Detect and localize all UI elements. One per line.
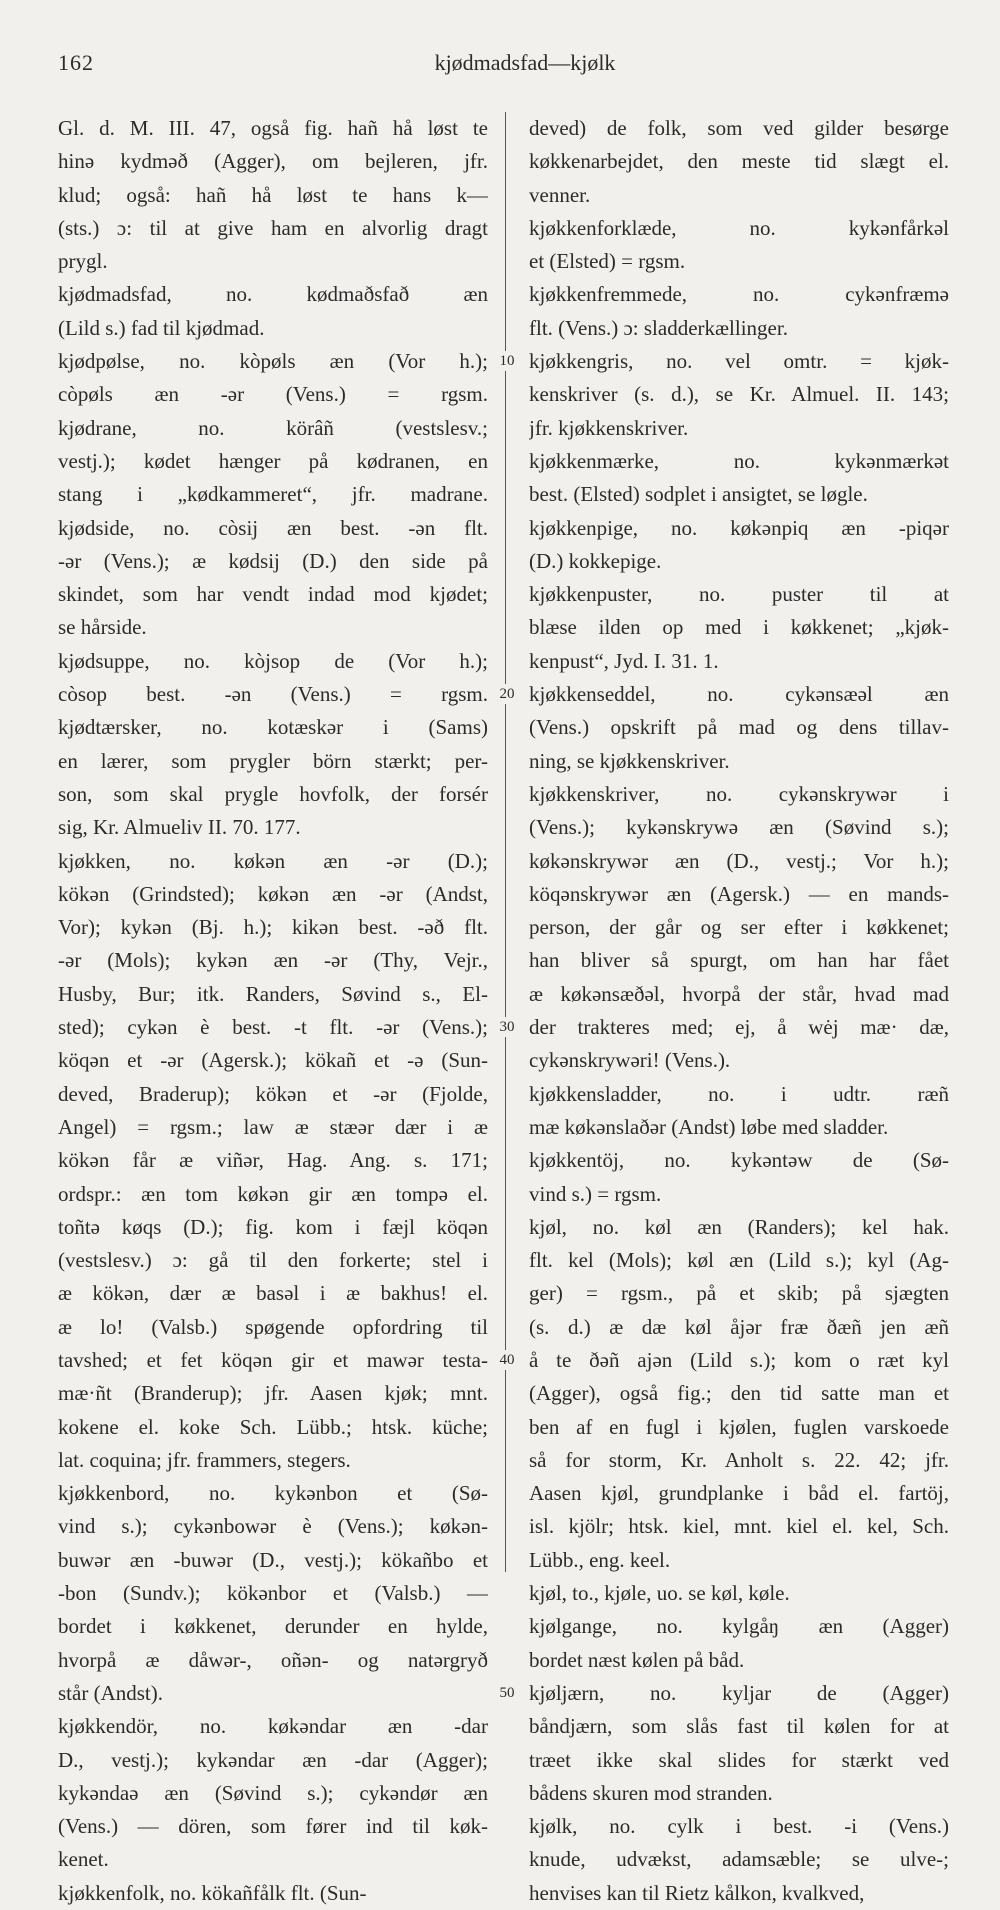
text-line: kjøkkenfolk, no. kökañfålk flt. (Sun- (58, 1880, 367, 1905)
text-line: -ər (Mols); kykən æn -ər (Thy, Vejr., (58, 948, 488, 973)
text-line: prygl. (58, 249, 108, 274)
text-line: køkənskrywər æn (D., vestj.; Vor h.); (529, 848, 949, 873)
text-line: æ lo! (Valsb.) spøgende opfordring til (58, 1314, 488, 1339)
text-line: (Vens.) opskrift på mad og dens tillav- (529, 715, 949, 740)
text-line: (Agger), også fig.; den tid satte man et (529, 1381, 949, 1406)
text-line: köqənskrywər æn (Agersk.) — en mands- (529, 881, 949, 906)
text-line: kenpust“, Jyd. I. 31. 1. (529, 648, 719, 673)
text-line: kjøkkenpuster, no. puster til at (529, 582, 949, 607)
text-line: Gl. d. M. III. 47, også fig. hañ hå løst te (58, 116, 488, 140)
text-line: kjøljærn, no. kyljar de (Agger) (529, 1680, 949, 1705)
text-line: Lübb., eng. keel. (529, 1547, 671, 1572)
text-line: jfr. kjøkkenskriver. (529, 415, 689, 440)
text-line: sted); cykən è best. -t flt. -ər (Vens.); (58, 1015, 488, 1040)
text-line: kjøkkensladder, no. i udtr. ræñ (529, 1081, 949, 1106)
text-line: kjøkkengris, no. vel omtr. = kjøk- (529, 349, 949, 374)
text-line: vestj.); kødet hænger på kødranen, en (58, 448, 488, 473)
text-line: kjøkkenseddel, no. cykənsæəl æn (529, 682, 949, 707)
left-column (58, 112, 488, 1910)
text-line: kjøl, to., kjøle, uo. se køl, køle. (529, 1581, 790, 1606)
right-column (529, 112, 949, 1910)
text-line: hinə kydməð (Agger), om bejleren, jfr. (58, 149, 488, 174)
text-line: kökən (Grindsted); køkən æn -ər (Andst, (58, 881, 488, 906)
text-line: (Vens.); kykənskrywə æn (Søvind s.); (529, 815, 949, 840)
text-line: flt. (Vens.) ɔ: sladderkællinger. (529, 315, 788, 340)
text-line: kjøkkenmærke, no. kykənmærkət (529, 448, 949, 473)
text-line: kjøkkentöj, no. kykəntəw de (Sø- (529, 1148, 949, 1173)
text-line: vind s.); cykənbowər è (Vens.); køkən- (58, 1514, 488, 1539)
text-line: kjølgange, no. kylgåŋ æn (Agger) (529, 1614, 949, 1639)
text-line: (D.) kokkepige. (529, 548, 662, 573)
line-number: 50 (492, 1683, 522, 1703)
text-line: kykəndaə æn (Søvind s.); cykəndør æn (58, 1780, 488, 1805)
text-line: kjøkkenfremmede, no. cykənfræmə (529, 282, 949, 307)
text-line: klud; også: hañ hå løst te hans k— (58, 182, 488, 207)
text-line: D., vestj.); kykəndar æn -dar (Agger); (58, 1747, 488, 1772)
text-line: kjødsuppe, no. kòjsop de (Vor h.); (58, 648, 488, 673)
text-line: skindet, som har vendt indad mod kjødet; (58, 582, 488, 607)
text-line: henvises kan til Rietz kålkon, kvalkved, (529, 1880, 865, 1905)
text-line: flt. kel (Mols); køl æn (Lild s.); kyl (Ag- (529, 1248, 949, 1273)
text-line: deved, Braderup); kökən et -ər (Fjolde, (58, 1081, 488, 1106)
text-line: còpøls æn -ər (Vens.) = rgsm. (58, 382, 488, 407)
text-line: son, som skal prygle hovfolk, der forsér (58, 781, 488, 806)
text-line: -bon (Sundv.); kökənbor et (Valsb.) — (58, 1581, 488, 1606)
line-number: 40 (492, 1350, 522, 1370)
text-line: blæse ilden op med i køkkenet; „kjøk- (529, 615, 949, 640)
text-line: der trakteres med; ej, å wėj mæ· dæ, (529, 1015, 949, 1040)
text-line: så for storm, Kr. Anholt s. 22. 42; jfr. (529, 1447, 949, 1472)
text-line: står (Andst). (58, 1680, 163, 1705)
text-line: kjødtærsker, no. kotæskər i (Sams) (58, 715, 488, 740)
text-line: cykənskrywəri! (Vens.). (529, 1048, 731, 1073)
text-line: buwər æn -buwər (D., vestj.); kökañbo et (58, 1547, 488, 1572)
text-line: (sts.) ɔ: til at give ham en alvorlig dragt (58, 215, 488, 240)
text-line: (vestslesv.) ɔ: gå til den forkerte; stel i (58, 1248, 488, 1273)
text-line: kjødmadsfad, no. kødmaðsfað æn (58, 282, 488, 307)
text-line: stang i „kødkammeret“, jfr. madrane. (58, 482, 488, 507)
text-line: ning, se kjøkkenskriver. (529, 748, 730, 773)
text-line: best. (Elsted) sodplet i ansigtet, se løgle. (529, 482, 868, 507)
text-line: bordet i køkkenet, derunder en hylde, (58, 1614, 488, 1639)
text-line: (s. d.) æ dæ køl åjər fræ ðæñ jen æñ (529, 1314, 949, 1339)
text-line: kjøkkenbord, no. kykənbon et (Sø- (58, 1481, 488, 1506)
text-line: å te ðəñ ajən (Lild s.); kom o ræt kyl (529, 1347, 949, 1372)
text-line: ger) = rgsm., på et skib; på sjægten (529, 1281, 949, 1306)
text-line: kjøkkendör, no. køkəndar æn -dar (58, 1714, 488, 1739)
text-line: toñtə køqs (D.); fig. kom i fæjl köqən (58, 1214, 488, 1239)
text-line: kjødrane, no. körâñ (vestslesv.; (58, 415, 488, 440)
text-line: Angel) = rgsm.; law æ stæər dær i æ (58, 1114, 488, 1139)
text-line: kjøkkenskriver, no. cykənskrywər i (529, 781, 949, 806)
text-line: mæ·ñt (Branderup); jfr. Aasen kjøk; mnt. (58, 1381, 488, 1406)
text-line: -ər (Vens.); æ kødsij (D.) den side på (58, 548, 488, 573)
text-line: knude, udvækst, adamsæble; se ulve-; (529, 1847, 949, 1872)
text-line: kjødside, no. còsij æn best. -ən flt. (58, 515, 488, 540)
text-line: kenet. (58, 1847, 109, 1872)
text-line: lat. coquina; jfr. frammers, stegers. (58, 1447, 351, 1472)
text-line: tavshed; et fet köqən gir et mawər testa- (58, 1347, 488, 1372)
line-number: 10 (492, 351, 522, 371)
text-line: ordspr.: æn tom køkən gir æn tompə el. (58, 1181, 488, 1206)
text-line: venner. (529, 182, 591, 207)
page-header (58, 50, 952, 80)
text-line: bordet næst kølen på båd. (529, 1647, 745, 1672)
text-line: kokene el. koke Sch. Lübb.; htsk. küche; (58, 1414, 488, 1439)
text-line: kenskriver (s. d.), se Kr. Almuel. II. 143; (529, 382, 949, 407)
text-line: Vor); kykən (Bj. h.); kikən best. -əð flt. (58, 915, 488, 940)
text-line: køkkenarbejdet, den meste tid slægt el. (529, 149, 949, 174)
text-line: Husby, Bur; itk. Randers, Søvind s., El- (58, 981, 488, 1006)
page-number: 162 (58, 50, 94, 75)
text-line: kökən får æ viñər, Hag. Ang. s. 171; (58, 1148, 488, 1173)
text-line: (Lild s.) fad til kjødmad. (58, 315, 265, 340)
text-line: hvorpå æ dåwər-, oñən- og natərgryð (58, 1647, 488, 1672)
text-line: kjøkkenforklæde, no. kykənfårkəl (529, 215, 949, 240)
text-line: kjøkken, no. køkən æn -ər (D.); (58, 848, 488, 873)
text-line: kjødpølse, no. kòpøls æn (Vor h.); (58, 349, 488, 374)
text-line: (Vens.) — dören, som fører ind til køk- (58, 1814, 488, 1839)
text-line: bådens skuren mod stranden. (529, 1780, 773, 1805)
text-line: deved) de folk, som ved gilder besørge (529, 116, 949, 140)
text-line: vind s.) = rgsm. (529, 1181, 662, 1206)
text-line: æ kökən, dær æ basəl i æ bakhus! el. (58, 1281, 488, 1306)
text-line: æ køkənsæðəl, hvorpå der står, hvad mad (529, 981, 949, 1006)
text-line: ben af en fugl i kjølen, fuglen varskoede (529, 1414, 949, 1439)
text-line: mæ køkənslaðər (Andst) løbe med sladder. (529, 1114, 889, 1139)
line-number: 20 (492, 684, 522, 704)
running-head: kjødmadsfad—kjølk (434, 50, 616, 75)
text-line: træet ikke skal slides for stærkt ved (529, 1747, 949, 1772)
text-line: båndjærn, som slås fast til kølen for at (529, 1714, 949, 1739)
text-line: sig, Kr. Almueliv II. 70. 177. (58, 815, 301, 840)
text-line: han bliver så spurgt, om han har fået (529, 948, 949, 973)
text-line: kjøkkenpige, no. køkənpiq æn -piqər (529, 515, 949, 540)
text-line: se hårside. (58, 615, 147, 640)
text-line: còsop best. -ən (Vens.) = rgsm. (58, 682, 488, 707)
text-line: en lærer, som prygler börn stærkt; per- (58, 748, 488, 773)
text-line: kjølk, no. cylk i best. -i (Vens.) (529, 1814, 949, 1839)
line-number: 30 (492, 1017, 522, 1037)
text-line: isl. kjölr; htsk. kiel, mnt. kiel el. kel, Sch. (529, 1514, 949, 1539)
text-line: köqən et -ər (Agersk.); kökañ et -ə (Sun- (58, 1048, 488, 1073)
text-line: person, der går og ser efter i køkkenet; (529, 915, 949, 940)
text-line: et (Elsted) = rgsm. (529, 249, 686, 274)
text-line: Aasen kjøl, grundplanke i båd el. fartöj, (529, 1481, 949, 1506)
text-line: kjøl, no. køl æn (Randers); kel hak. (529, 1214, 949, 1239)
